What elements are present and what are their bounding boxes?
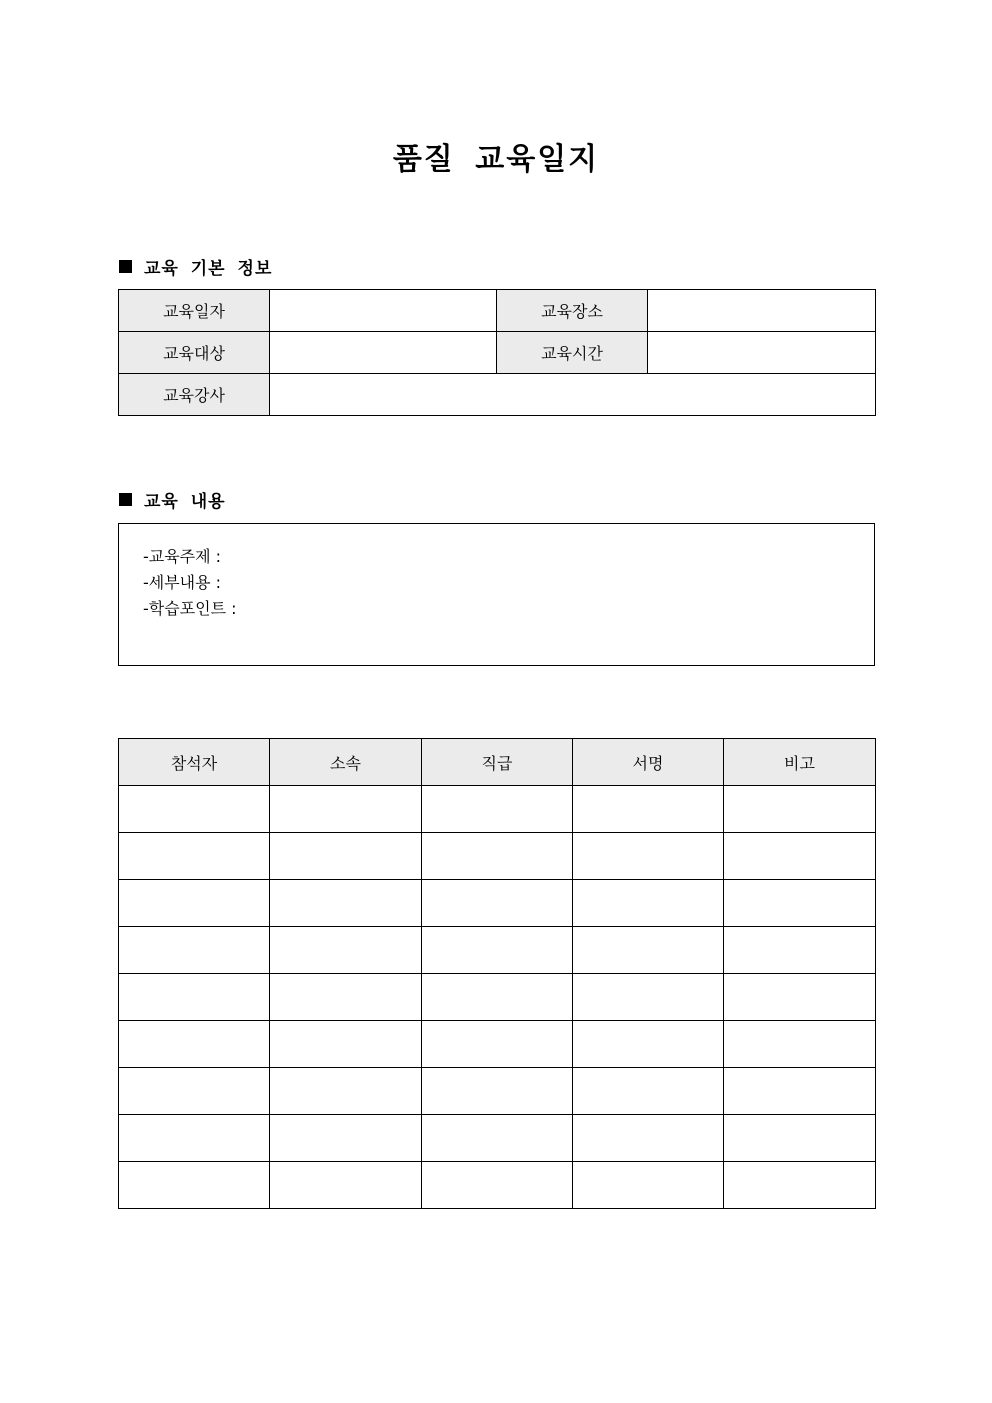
- field-education-time[interactable]: [648, 332, 876, 374]
- cell-position[interactable]: [422, 1068, 573, 1115]
- square-bullet-icon: [119, 260, 132, 273]
- cell-position[interactable]: [422, 880, 573, 927]
- cell-affiliation[interactable]: [270, 880, 422, 927]
- cell-position[interactable]: [422, 974, 573, 1021]
- section-heading-basic-info: [119, 254, 272, 279]
- table-row: [119, 786, 876, 833]
- cell-attendee[interactable]: [119, 1021, 270, 1068]
- cell-affiliation[interactable]: [270, 1068, 422, 1115]
- cell-signature[interactable]: [573, 786, 724, 833]
- cell-position[interactable]: [422, 1162, 573, 1209]
- content-line-details: -세부내용 :: [143, 573, 222, 592]
- cell-remarks[interactable]: [724, 880, 876, 927]
- table-row: [119, 974, 876, 1021]
- cell-remarks[interactable]: [724, 833, 876, 880]
- cell-attendee[interactable]: [119, 833, 270, 880]
- cell-signature[interactable]: [573, 1068, 724, 1115]
- cell-affiliation[interactable]: [270, 1115, 422, 1162]
- basic-info-table: [118, 289, 876, 416]
- cell-affiliation[interactable]: [270, 833, 422, 880]
- header-remarks: 비고: [724, 739, 876, 786]
- education-content-box[interactable]: [118, 523, 875, 666]
- cell-signature[interactable]: [573, 1162, 724, 1209]
- cell-remarks[interactable]: [724, 927, 876, 974]
- cell-position[interactable]: [422, 786, 573, 833]
- attendee-table: [118, 738, 876, 1209]
- square-bullet-icon: [119, 493, 132, 506]
- cell-remarks[interactable]: [724, 974, 876, 1021]
- cell-remarks[interactable]: [724, 1115, 876, 1162]
- cell-affiliation[interactable]: [270, 974, 422, 1021]
- cell-position[interactable]: [422, 1021, 573, 1068]
- cell-signature[interactable]: [573, 1115, 724, 1162]
- cell-remarks[interactable]: [724, 1021, 876, 1068]
- cell-signature[interactable]: [573, 974, 724, 1021]
- cell-attendee[interactable]: [119, 1068, 270, 1115]
- info-row-instructor: [119, 374, 876, 416]
- document-title: 품질 교육일지: [392, 142, 600, 177]
- cell-signature[interactable]: [573, 833, 724, 880]
- label-education-date: 교육일자: [119, 290, 270, 332]
- cell-affiliation[interactable]: [270, 1021, 422, 1068]
- table-row: [119, 927, 876, 974]
- header-affiliation: 소속: [270, 739, 422, 786]
- cell-attendee[interactable]: [119, 1115, 270, 1162]
- section-heading-content: [119, 487, 226, 512]
- cell-remarks[interactable]: [724, 1162, 876, 1209]
- cell-affiliation[interactable]: [270, 927, 422, 974]
- content-line-learning-points: -학습포인트 :: [143, 599, 237, 618]
- header-attendee: 참석자: [119, 739, 270, 786]
- attendee-header-row: [119, 739, 876, 786]
- field-education-location[interactable]: [648, 290, 876, 332]
- table-row: [119, 1021, 876, 1068]
- content-line-topic: -교육주제 :: [143, 547, 222, 566]
- cell-position[interactable]: [422, 1115, 573, 1162]
- table-row: [119, 1068, 876, 1115]
- table-row: [119, 1162, 876, 1209]
- cell-signature[interactable]: [573, 927, 724, 974]
- label-education-target: 교육대상: [119, 332, 270, 374]
- label-education-location: 교육장소: [497, 290, 648, 332]
- table-row: [119, 880, 876, 927]
- cell-signature[interactable]: [573, 1021, 724, 1068]
- section-heading-label: 교육 내용: [144, 492, 226, 512]
- cell-affiliation[interactable]: [270, 786, 422, 833]
- cell-position[interactable]: [422, 833, 573, 880]
- cell-remarks[interactable]: [724, 786, 876, 833]
- attendee-body: [119, 786, 876, 1209]
- section-heading-label: 교육 기본 정보: [144, 259, 273, 279]
- cell-remarks[interactable]: [724, 1068, 876, 1115]
- info-row-date-location: [119, 290, 876, 332]
- cell-attendee[interactable]: [119, 880, 270, 927]
- field-education-target[interactable]: [270, 332, 497, 374]
- cell-affiliation[interactable]: [270, 1162, 422, 1209]
- label-education-time: 교육시간: [497, 332, 648, 374]
- cell-attendee[interactable]: [119, 1162, 270, 1209]
- table-row: [119, 833, 876, 880]
- header-position: 직급: [422, 739, 573, 786]
- cell-attendee[interactable]: [119, 786, 270, 833]
- header-signature: 서명: [573, 739, 724, 786]
- content-lines: [143, 544, 237, 622]
- label-instructor: 교육강사: [119, 374, 270, 416]
- cell-attendee[interactable]: [119, 974, 270, 1021]
- field-instructor[interactable]: [270, 374, 876, 416]
- info-row-target-time: [119, 332, 876, 374]
- table-row: [119, 1115, 876, 1162]
- cell-attendee[interactable]: [119, 927, 270, 974]
- cell-signature[interactable]: [573, 880, 724, 927]
- cell-position[interactable]: [422, 927, 573, 974]
- field-education-date[interactable]: [270, 290, 497, 332]
